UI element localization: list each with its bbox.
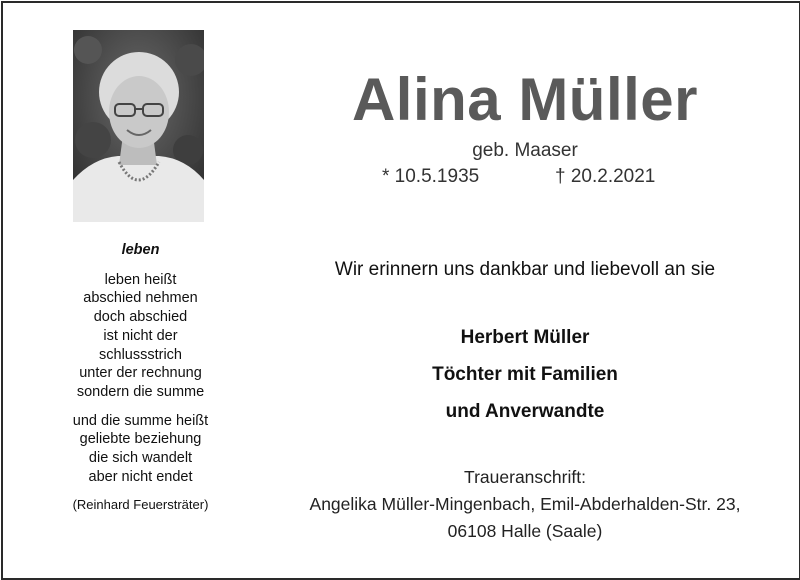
poem-line: leben heißt: [104, 271, 177, 288]
remembrance-text: Wir erinnern uns dankbar und liebevoll an sie: [334, 259, 716, 280]
address-line: 06108 Halle (Saale): [447, 521, 603, 541]
mourner-line: Herbert Müller: [460, 327, 590, 348]
poem-stanza-1: [43, 271, 238, 402]
poem-line: schlussstrich: [99, 346, 182, 363]
poem-line: sondern die summe: [76, 383, 205, 400]
memorial-poem: [43, 241, 238, 515]
deceased-name: Alina Müller: [351, 66, 699, 133]
mourning-address: [279, 464, 771, 545]
obituary-notice: [1, 1, 800, 580]
poem-stanza-2: [43, 412, 238, 487]
poem-line: abschied nehmen: [83, 290, 198, 307]
poem-line: aber nicht endet: [88, 468, 193, 485]
death-date: † 20.2.2021: [555, 166, 656, 187]
mourner-line: und Anverwandte: [445, 401, 605, 422]
address-heading: Traueranschrift:: [464, 467, 586, 487]
poem-line: geliebte beziehung: [79, 431, 202, 448]
poem-line: ist nicht der: [103, 327, 178, 344]
birth-name: geb. Maaser: [472, 140, 578, 161]
address-line: Angelika Müller-Mingenbach, Emil-Abderhalden-Str. 23,: [309, 494, 741, 514]
poem-line: die sich wandelt: [88, 450, 193, 467]
birth-date: * 10.5.1935: [382, 166, 480, 187]
poem-author: (Reinhard Feuersträter): [72, 497, 209, 513]
poem-line: unter der rechnung: [79, 365, 202, 382]
poem-line: und die summe heißt: [72, 412, 209, 429]
poem-title: leben: [121, 242, 160, 258]
poem-line: doch abschied: [93, 309, 188, 326]
mourner-line: Töchter mit Familien: [432, 364, 618, 385]
portrait-photo: [73, 30, 204, 222]
